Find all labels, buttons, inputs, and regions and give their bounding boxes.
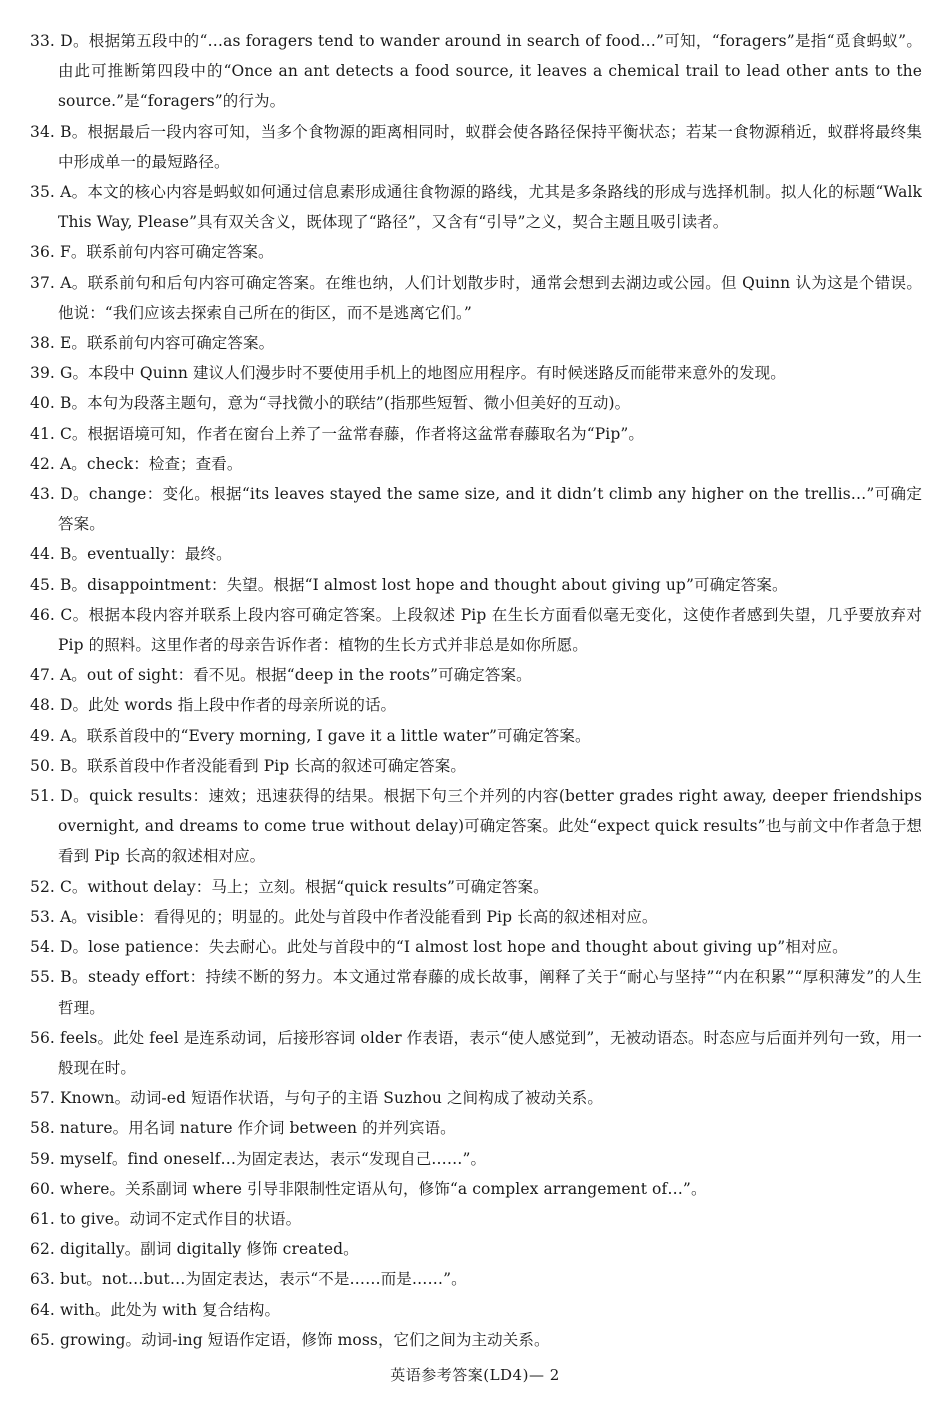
answer-33: 33. D。根据第五段中的“…as foragers tend to wander around in search of food…”可知，“foragers”是指“觅食蚂蚁”。由此可推断第四段中的“Once an ant detects a food source, it leaves a chemical trail to lead other ants to the source.”是“foragers”的行为。 <box>30 32 922 111</box>
answer-63: 63. but。not…but…为固定表达，表示“不是……而是……”。 <box>30 1270 467 1289</box>
answer-59: 59. myself。find oneself…为固定表达，表示“发现自己……”。 <box>30 1149 487 1168</box>
page-footer: 英语参考答案(LD4)— 2 <box>390 1366 560 1384</box>
answer-60: 60. where。关系副词 where 引导非限制性定语从句，修饰“a complex arrangement of…”。 <box>30 1179 707 1198</box>
answer-64: 64. with。此处为 with 复合结构。 <box>30 1300 281 1319</box>
answer-55: 55. B。steady effort：持续不断的努力。本文通过常春藤的成长故事，阐释了关于“耐心与坚持”“内在积累”“厚积薄发”的人生哲理。 <box>30 968 922 1017</box>
answer-50: 50. B。联系首段中作者没能看到 Pip 长高的叙述可确定答案。 <box>30 756 466 775</box>
answer-53: 53. A。visible：看得见的；明显的。此处与首段中作者没能看到 Pip 长高的叙述相对应。 <box>30 907 658 926</box>
answer-58: 58. nature。用名词 nature 作介词 between 的并列宾语。 <box>30 1119 456 1138</box>
answer-38: 38. E。联系前句内容可确定答案。 <box>30 334 275 353</box>
answer-65: 65. growing。动词-ing 短语作定语，修饰 moss，它们之间为主动关系。 <box>30 1330 550 1349</box>
answer-46: 46. C。根据本段内容并联系上段内容可确定答案。上段叙述 Pip 在生长方面看似毫无变化，这使作者感到失望，几乎要放弃对 Pip 的照料。这里作者的母亲告诉作者：植物的生长方式并非总是如你所愿。 <box>30 605 922 655</box>
answer-49: 49. A。联系首段中的“Every morning, I gave it a little water”可确定答案。 <box>30 726 591 745</box>
answer-43: 43. D。change：变化。根据“its leaves stayed the same size, and it didn’t climb any higher on the trellis…”可确定答案。 <box>30 485 922 534</box>
answer-56: 56. feels。此处 feel 是连系动词，后接形容词 older 作表语，表示“使人感觉到”，无被动语态。时态应与后面并列句一致，用一般现在时。 <box>30 1028 922 1077</box>
answer-41: 41. C。根据语境可知，作者在窗台上养了一盆常春藤，作者将这盆常春藤取名为“Pip”。 <box>30 424 644 443</box>
answer-61: 61. to give。动词不定式作目的状语。 <box>30 1209 302 1228</box>
answer-48: 48. D。此处 words 指上段中作者的母亲所说的话。 <box>30 696 397 715</box>
answer-62: 62. digitally。副词 digitally 修饰 created。 <box>30 1240 359 1259</box>
answer-42: 42. A。check：检查；查看。 <box>30 454 243 473</box>
answer-36: 36. F。联系前句内容可确定答案。 <box>30 243 274 262</box>
answer-57: 57. Known。动词-ed 短语作状语，与句子的主语 Suzhou 之间构成了被动关系。 <box>30 1089 604 1108</box>
answer-44: 44. B。eventually：最终。 <box>30 545 232 564</box>
answer-39: 39. G。本段中 Quinn 建议人们漫步时不要使用手机上的地图应用程序。有时候迷路反而能带来意外的发现。 <box>30 364 786 383</box>
answer-45: 45. B。disappointment：失望。根据“I almost lost hope and thought about giving up”可确定答案。 <box>30 575 788 594</box>
answer-54: 54. D。lose patience：失去耐心。此处与首段中的“I almost lost hope and thought about giving up”相对应。 <box>30 938 848 957</box>
answer-52: 52. C。without delay：马上；立刻。根据“quick results”可确定答案。 <box>30 877 549 896</box>
answer-47: 47. A。out of sight：看不见。根据“deep in the roots”可确定答案。 <box>30 666 532 685</box>
answer-51: 51. D。quick results：速效；迅速获得的结果。根据下句三个并列的内容(better grades right away, deeper friendships overnight, and dreams to come true without delay)可确定答案。此处“expect quick results”也与前文中作者急于想看到 Pip 长高的叙述相对应。 <box>30 787 922 866</box>
answer-list <box>30 26 922 1355</box>
answer-34: 34. B。根据最后一段内容可知，当多个食物源的距离相同时，蚁群会使各路径保持平衡状态；若某一食物源稍近，蚁群将最终集中形成单一的最短路径。 <box>30 122 922 171</box>
answer-35: 35. A。本文的核心内容是蚂蚁如何通过信息素形成通往食物源的路线，尤其是多条路线的形成与选择机制。拟人化的标题“Walk This Way, Please”具有双关含义，既体现了“路径”，又含有“引导”之义，契合主题且吸引读者。 <box>30 183 922 232</box>
answer-37: 37. A。联系前句和后句内容可确定答案。在维也纳，人们计划散步时，通常会想到去湖边或公园。但 Quinn 认为这是个错误。他说：“我们应该去探索自己所在的街区，而不是逃离它们。” <box>30 273 922 322</box>
answer-40: 40. B。本句为段落主题句，意为“寻找微小的联结”(指那些短暂、微小但美好的互动)。 <box>30 394 631 413</box>
